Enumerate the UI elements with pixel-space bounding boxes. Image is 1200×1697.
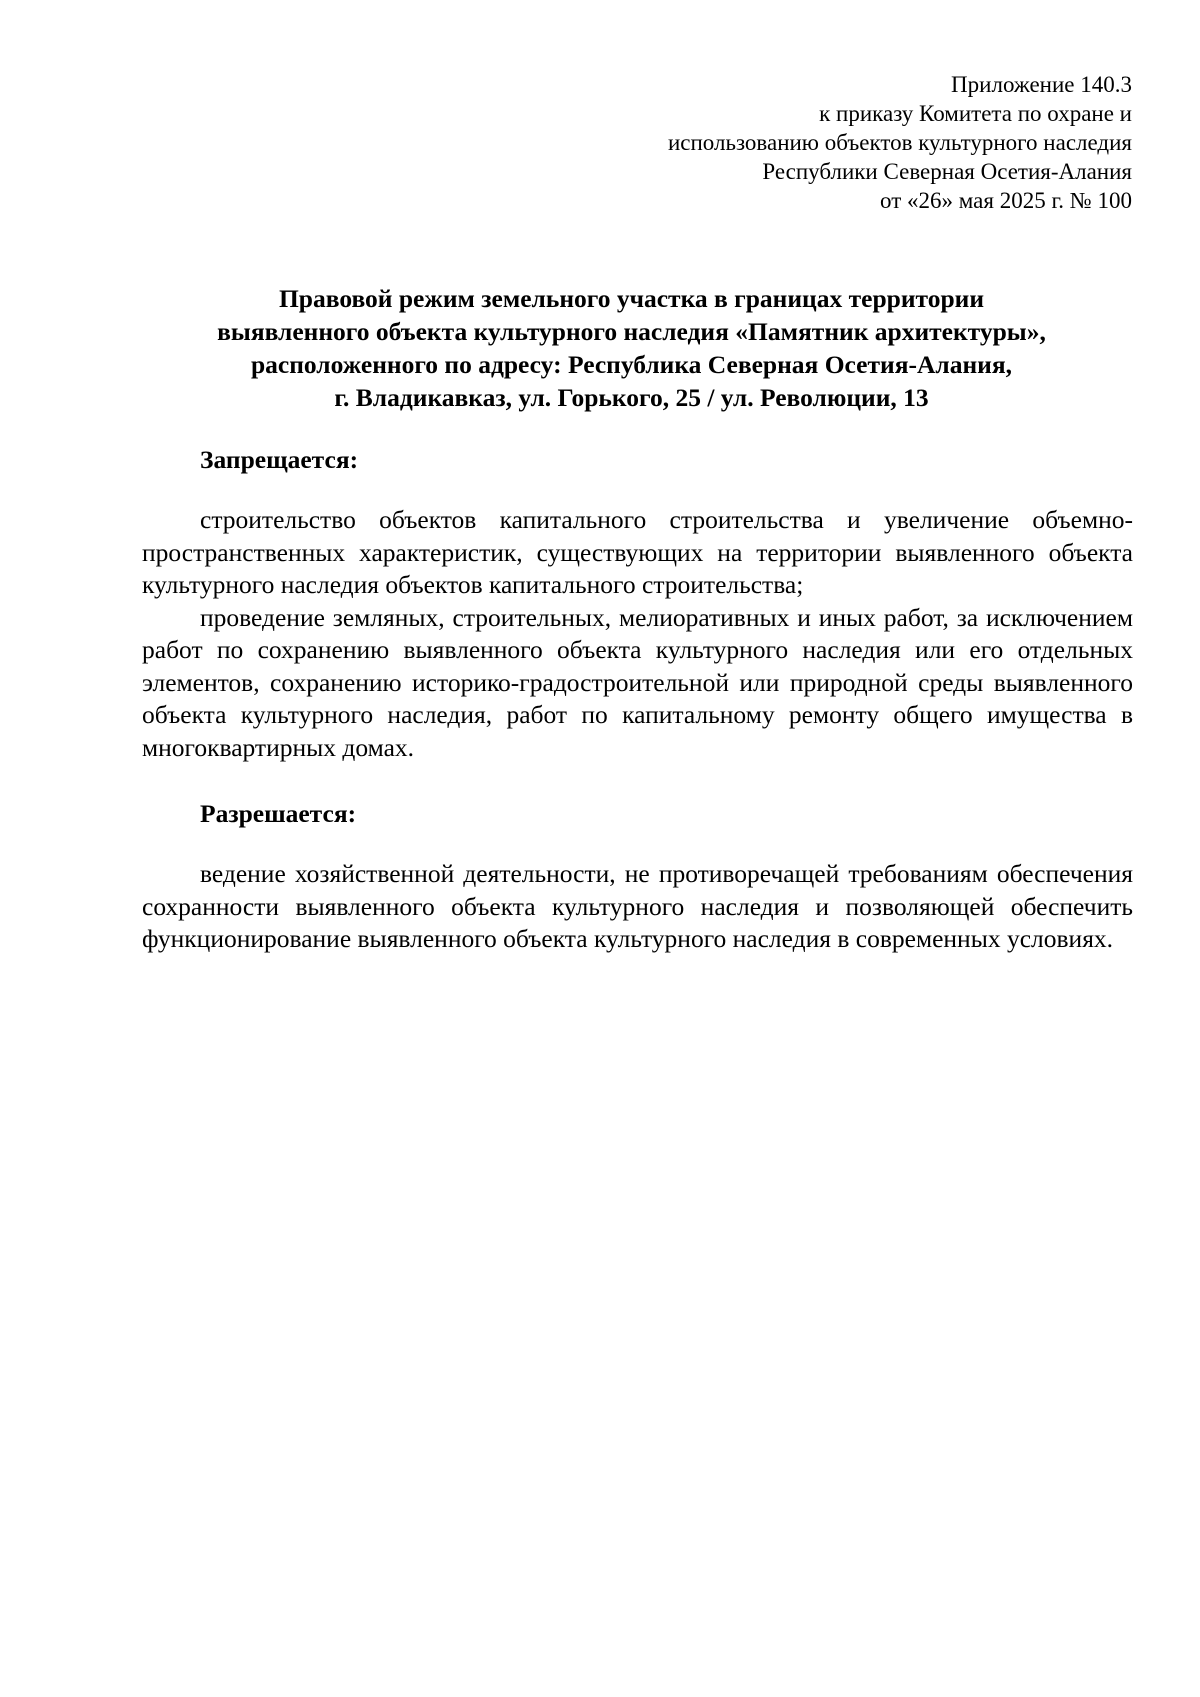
title-line: расположенного по адресу: Республика Северная Осетия-Алания, (250, 350, 1013, 379)
prohibited-paragraph: строительство объектов капитального строительства и увеличение объемно-пространственных характеристик, существующих на территории выявленного объекта культурного наследия объектов капитального строительства; (142, 505, 1133, 599)
permitted-heading: Разрешается: (200, 799, 357, 828)
appendix-republic-line: Республики Северная Осетия-Алания (762, 159, 1132, 184)
appendix-date-line: от «26» мая 2025 г. № 100 (880, 188, 1132, 213)
prohibited-section (142, 504, 1133, 764)
title-line: Правовой режим земельного участка в границах территории (278, 284, 985, 313)
appendix-number: Приложение 140.3 (951, 72, 1132, 97)
prohibited-heading: Запрещается: (200, 445, 359, 474)
permitted-section (142, 858, 1133, 956)
document-title (130, 282, 1133, 414)
permitted-paragraph: ведение хозяйственной деятельности, не противоречащей требованиям обеспечения сохранности выявленного объекта культурного наследия и позволяющей обеспечить функционирование выявленного объекта культурного наследия в современных условиях. (142, 859, 1133, 953)
prohibited-paragraph: проведение земляных, строительных, мелиоративных и иных работ, за исключением работ по сохранению выявленного объекта культурного наследия или его отдельных элементов, сохранению историко-градостроительной или природной среды выявленного объекта культурного наследия, работ по капитальному ремонту общего имущества в многоквартирных домах. (142, 602, 1133, 762)
title-line: выявленного объекта культурного наследия «Памятник архитектуры», (217, 317, 1046, 346)
appendix-block (560, 70, 1132, 215)
appendix-order-line: к приказу Комитета по охране и (819, 101, 1132, 126)
appendix-committee-line: использованию объектов культурного наследия (667, 130, 1132, 155)
title-line: г. Владикавказ, ул. Горького, 25 / ул. Революции, 13 (334, 383, 929, 412)
